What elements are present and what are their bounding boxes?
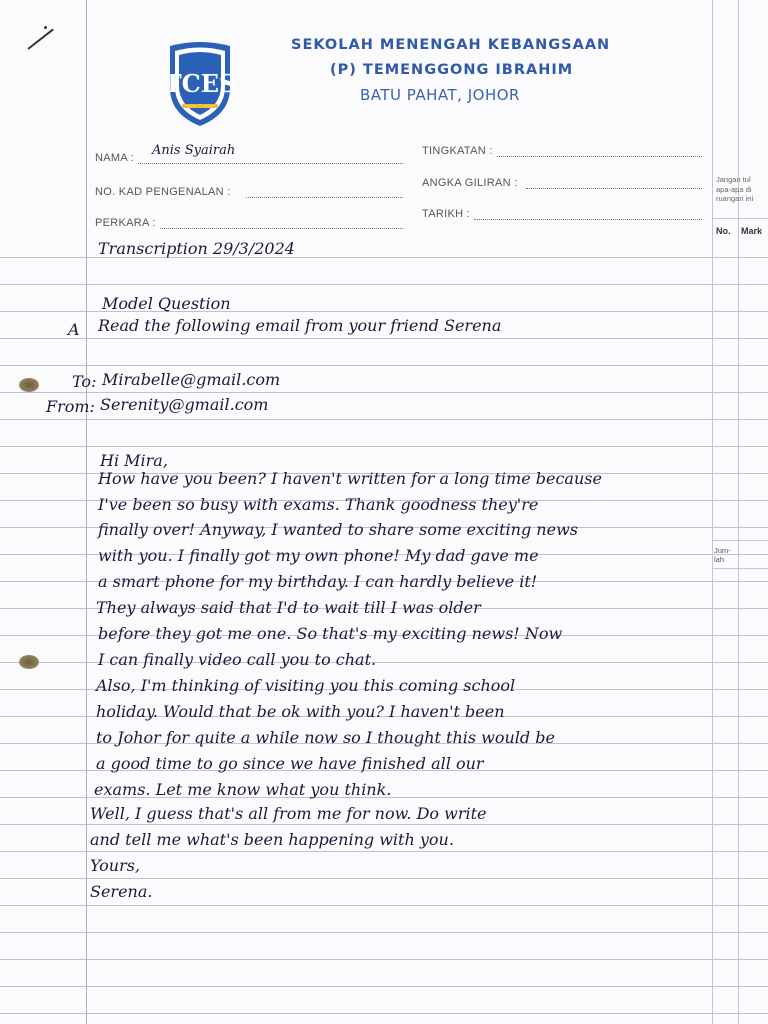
email-body-line: a smart phone for my birthday. I can hardly believe it!	[98, 572, 538, 591]
tarikh-line	[474, 219, 702, 220]
jumlah-label	[714, 546, 731, 564]
tingkatan-label: TINGKATAN :	[422, 145, 493, 157]
nama-line	[138, 163, 403, 164]
email-body-line: I've been so busy with exams. Thank goodness they're	[98, 495, 539, 514]
email-body-line: to Johor for quite a while now so I thought this would be	[96, 728, 555, 747]
question-marker: A	[68, 320, 80, 339]
email-body-line: a good time to go since we have finished all our	[96, 754, 484, 773]
pen-dot	[44, 26, 47, 29]
email-body-line: and tell me what's been happening with you.	[90, 830, 454, 849]
marks-note-line: ruangan ini	[716, 194, 754, 203]
marks-column-note	[716, 175, 753, 204]
perkara-line	[160, 228, 403, 229]
binder-hole	[19, 378, 39, 392]
marks-note-line: Jangan tul	[716, 175, 751, 184]
transcription-date-line: Transcription 29/3/2024	[98, 239, 295, 258]
email-body-line: I can finally video call you to chat.	[98, 650, 377, 669]
angka-giliran-line	[526, 188, 702, 189]
jumlah-line: Jum-	[714, 546, 731, 555]
marks-column-left-line	[712, 0, 713, 1024]
kad-line	[246, 197, 403, 198]
school-name-line2: (P) TEMENGGONG IBRAHIM	[330, 62, 574, 78]
tingkatan-line	[497, 156, 702, 157]
jumlah-bottom-line	[712, 568, 768, 569]
email-body-line: Well, I guess that's all from me for now. Do write	[90, 804, 487, 823]
email-greeting: Hi Mira,	[100, 451, 168, 470]
logo-lettering: TCES	[163, 69, 237, 98]
marks-markah-header: Mark	[741, 226, 763, 236]
marks-no-header: No.	[716, 226, 731, 236]
perkara-label: PERKARA :	[95, 217, 156, 229]
email-body-line: before they got me one. So that's my exciting news! Now	[98, 624, 563, 643]
school-location: BATU PAHAT, JOHOR	[360, 86, 520, 104]
left-margin-line	[86, 0, 87, 1024]
email-body-line: They always said that I'd to wait till I was older	[96, 598, 481, 617]
email-to-label: To:	[72, 372, 97, 391]
angka-giliran-label: ANGKA GILIRAN :	[422, 177, 518, 189]
email-body-line: finally over! Anyway, I wanted to share some exciting news	[98, 520, 578, 539]
email-body-line: Also, I'm thinking of visiting you this coming school	[96, 676, 516, 695]
email-to-value: Mirabelle@gmail.com	[102, 370, 281, 389]
email-body-line: exams. Let me know what you think.	[94, 780, 392, 799]
email-body-line: How have you been? I haven't written for a long time because	[98, 469, 602, 488]
binder-hole	[19, 655, 39, 669]
tarikh-label: TARIKH :	[422, 208, 471, 220]
nama-label: NAMA :	[95, 152, 135, 164]
nama-value: Anis Syairah	[152, 143, 236, 158]
email-body-line: with you. I finally got my own phone! My dad gave me	[98, 546, 539, 565]
marks-header-top-line	[712, 218, 768, 219]
model-question-heading: Model Question	[102, 294, 231, 313]
school-name-line1: SEKOLAH MENENGAH KEBANGSAAN	[291, 37, 611, 53]
jumlah-top-line	[712, 540, 768, 541]
marks-note-line: apa-apa di	[716, 184, 752, 194]
marks-column-right-line	[738, 0, 739, 1024]
jumlah-line: lah	[714, 555, 725, 564]
email-from-label: From:	[46, 397, 95, 416]
email-signoff: Yours,	[90, 856, 141, 875]
kad-label: NO. KAD PENGENALAN :	[95, 186, 231, 198]
school-crest-logo	[162, 40, 238, 128]
question-instruction: Read the following email from your friend Serena	[98, 316, 502, 335]
email-from-value: Serenity@gmail.com	[100, 395, 269, 414]
email-signature: Serena.	[90, 882, 153, 901]
email-body-line: holiday. Would that be ok with you? I haven't been	[96, 702, 505, 721]
